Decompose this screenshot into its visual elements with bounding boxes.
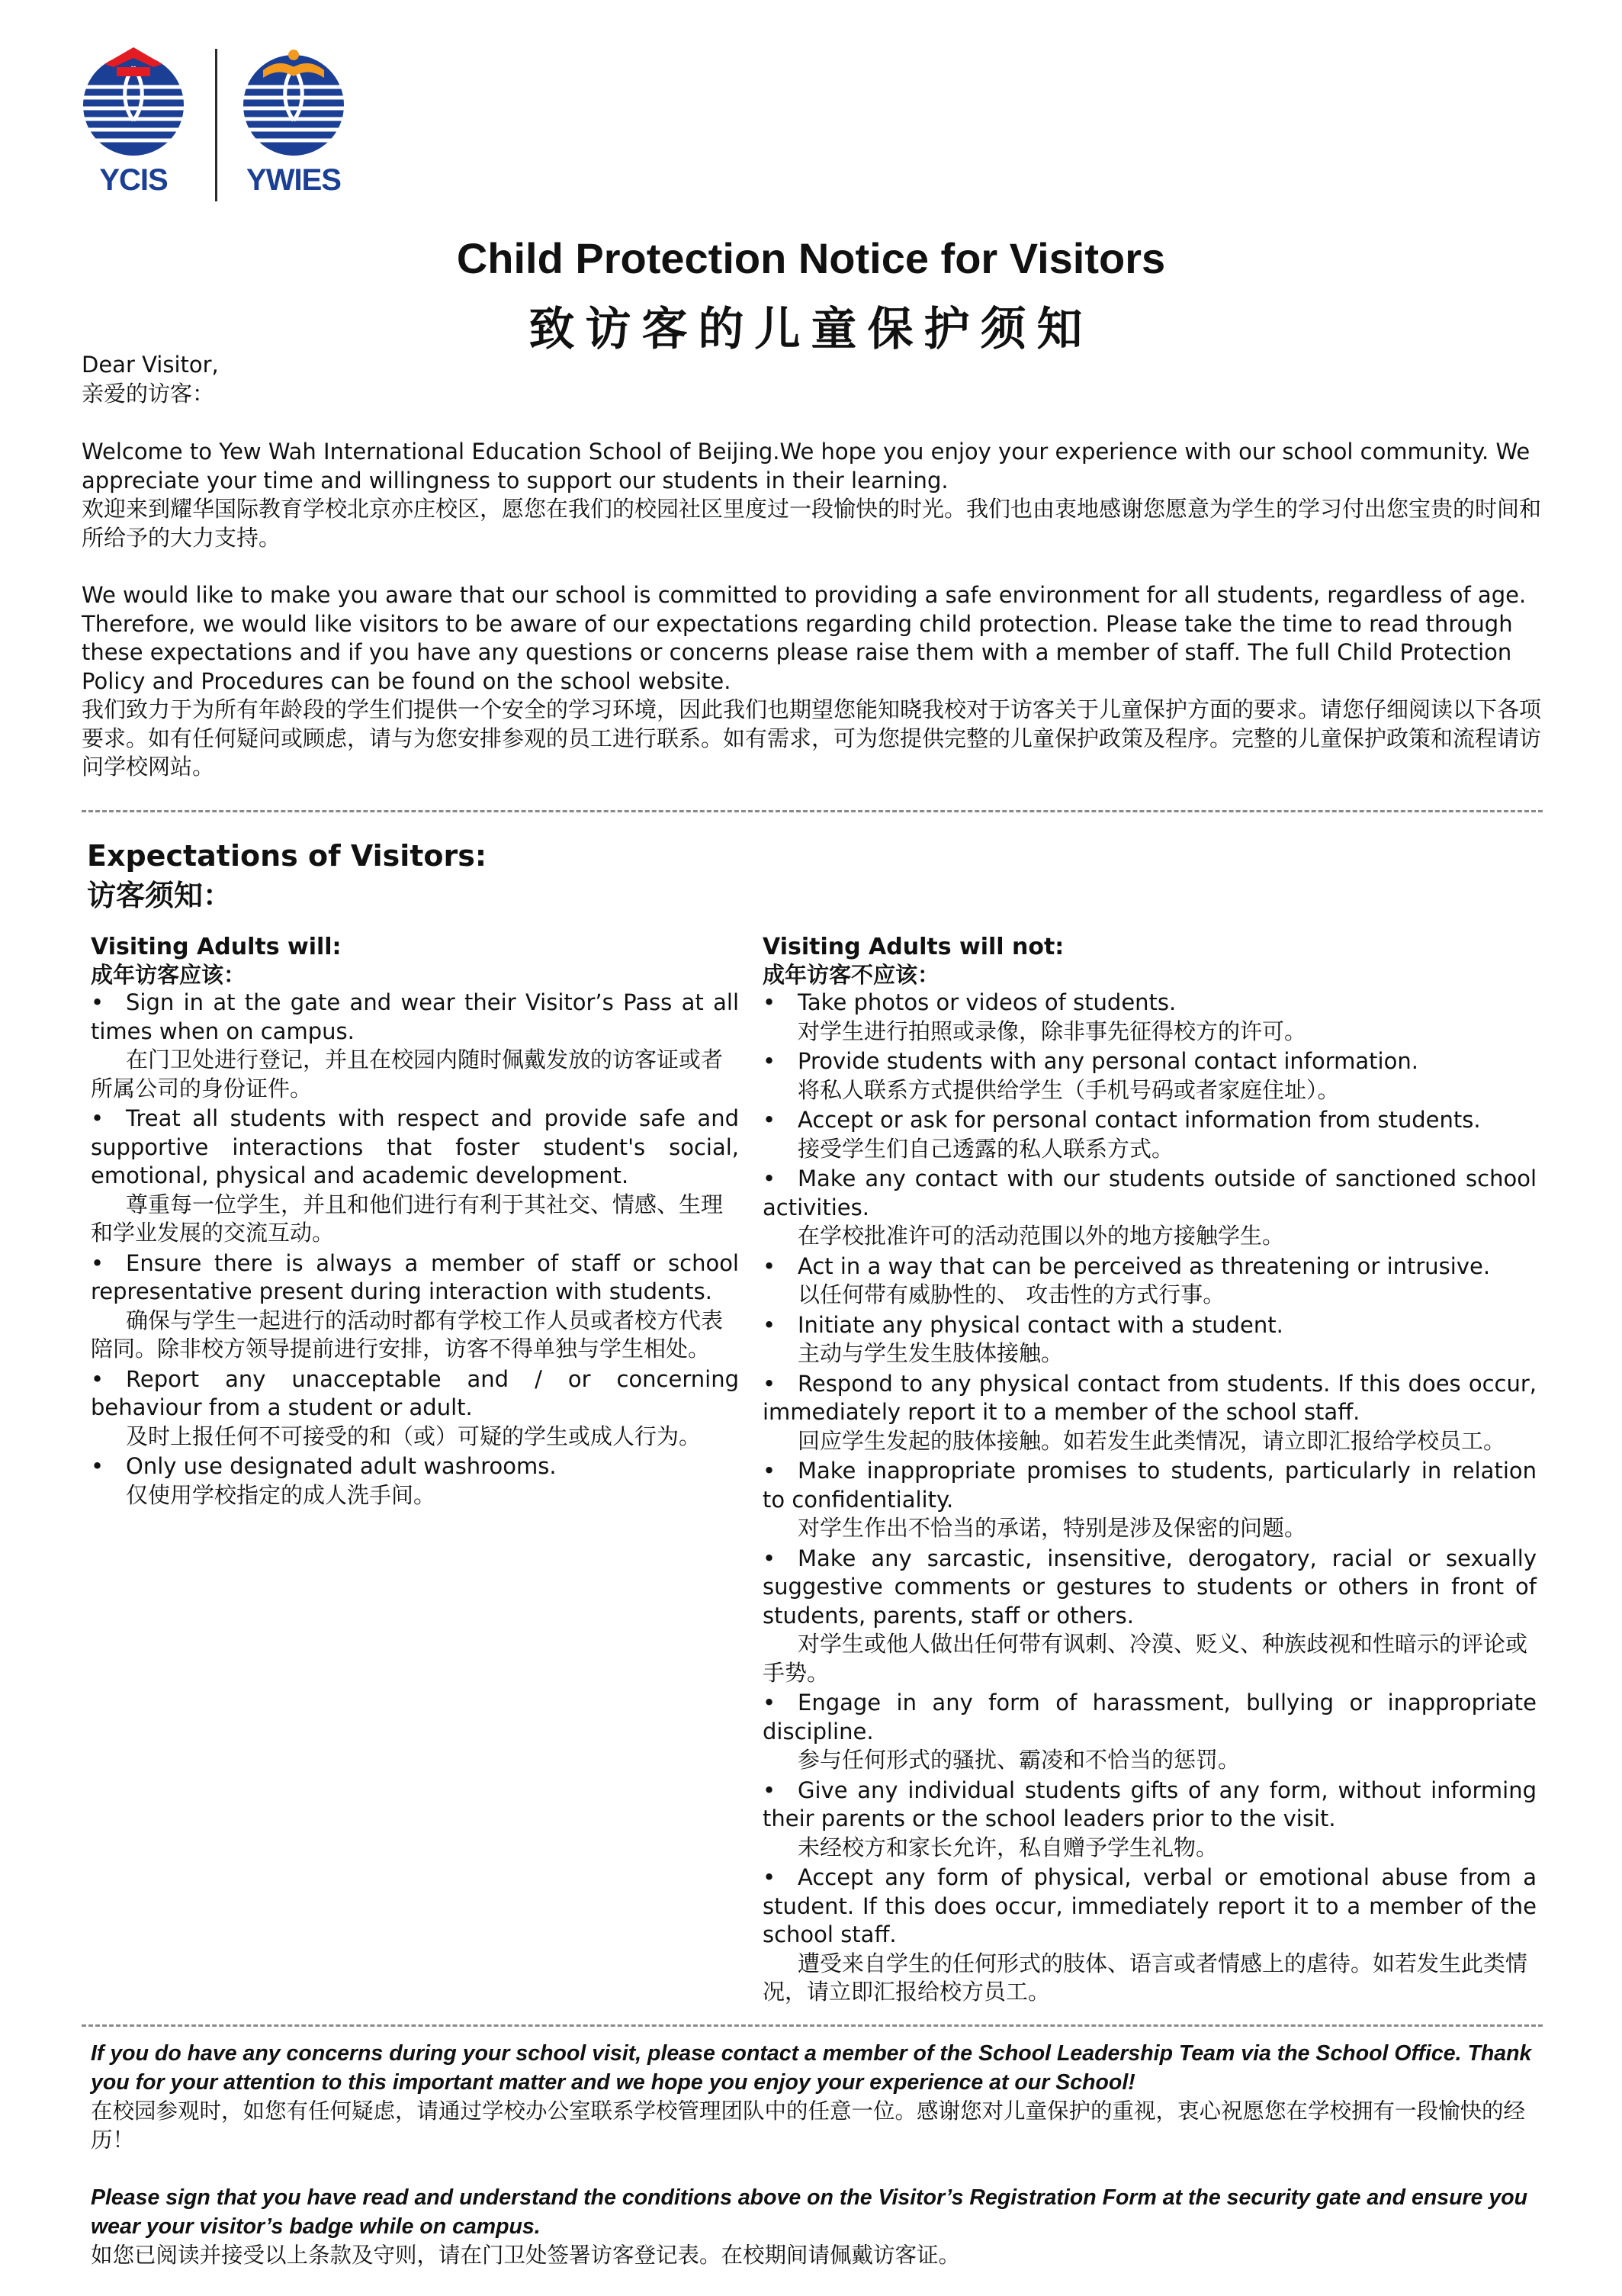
bullet-icon: • xyxy=(763,1311,776,1338)
bullet-icon: • xyxy=(91,989,104,1015)
bullet-icon: • xyxy=(763,989,776,1015)
sign-in-zh: 如您已阅读并接受以上条款及守则，请在门卫处签署访客登记表。在校期间请佩戴访客证。 xyxy=(91,2243,961,2268)
welcome-paragraph xyxy=(82,438,1543,552)
will-not-item-zh: 参与任何形式的骚扰、霸凌和不恰当的惩罚。 xyxy=(798,1747,1241,1773)
will-not-item-en: Accept any form of physical, verbal or emotional abuse from a student. If this does occur, immediately report it to a member of the school staff. xyxy=(763,1864,1537,1947)
will-not-item xyxy=(763,1457,1537,1543)
commitment-zh: 我们致力于为所有年龄段的学生们提供一个安全的学习环境，因此我们也期望您能知晓我校对于访客关于儿童保护方面的要求。请您仔细阅读以下各项要求。如有任何疑问或顾虑，请与为您安排参观的员工进行联系。如有需求，可为您提供完整的儿童保护政策及程序。完整的儿童保护政策和流程请访问学校网站。 xyxy=(82,696,1542,780)
ycis-label: YCIS xyxy=(99,163,168,197)
expectations-heading xyxy=(87,836,487,915)
visiting-adults-will-column xyxy=(91,934,739,1511)
will-not-heading-en: Visiting Adults will not: xyxy=(763,934,1065,960)
bullet-icon: • xyxy=(763,1253,776,1279)
will-not-item xyxy=(763,1311,1537,1368)
expectations-heading-en: Expectations of Visitors: xyxy=(87,839,487,873)
will-not-item-zh: 回应学生发起的肢体接触。如若发生此类情况，请立即汇报给学校员工。 xyxy=(798,1427,1506,1454)
section-divider-top xyxy=(82,810,1543,812)
will-not-item-zh: 将私人联系方式提供给学生（手机号码或者家庭住址）。 xyxy=(798,1076,1340,1103)
greeting-en: Dear Visitor, xyxy=(82,352,219,378)
will-not-item-en: Make any contact with our students outside of sanctioned school activities. xyxy=(763,1166,1537,1220)
will-not-item-zh: 对学生或他人做出任何带有讽刺、冷漠、贬义、种族歧视和性暗示的评论或手势。 xyxy=(763,1631,1528,1686)
bullet-icon: • xyxy=(91,1453,104,1479)
will-item-en: Report any unacceptable and / or concerning behaviour from a student or adult. xyxy=(91,1365,739,1420)
bullet-icon: • xyxy=(91,1365,104,1392)
greeting xyxy=(82,351,1543,408)
will-not-item xyxy=(763,1777,1537,1863)
ywies-globe-icon xyxy=(240,44,347,159)
will-not-item-en: Respond to any physical contact from students. If this does occur, immediately report it to a member of the school staff. xyxy=(763,1370,1537,1425)
will-not-item xyxy=(763,1165,1537,1251)
will-item xyxy=(91,1452,739,1510)
will-heading-en: Visiting Adults will: xyxy=(91,934,342,960)
welcome-en: Welcome to Yew Wah International Education School of Beijing.We hope you enjoy your experience with our school community. We appreciate your time and willingness to support our students in their learning. xyxy=(82,439,1530,494)
will-item-zh: 及时上报任何不可接受的和（或）可疑的学生或成人行为。 xyxy=(126,1423,702,1449)
will-not-item-zh: 主动与学生发生肢体接触。 xyxy=(798,1340,1064,1366)
will-item-zh: 尊重每一位学生，并且和他们进行有利于其社交、情感、生理和学业发展的交流互动。 xyxy=(91,1191,724,1246)
section-divider-bottom xyxy=(82,2024,1543,2027)
will-not-item-zh: 对学生作出不恰当的承诺，特别是涉及保密的问题。 xyxy=(798,1515,1307,1541)
bullet-icon: • xyxy=(763,1458,776,1484)
will-not-item xyxy=(763,1253,1537,1310)
will-item-en: Ensure there is always a member of staff or school representative present during interaction with students. xyxy=(91,1249,739,1304)
will-not-item-zh: 对学生进行拍照或录像，除非事先征得校方的许可。 xyxy=(798,1018,1307,1044)
bullet-icon: • xyxy=(763,1690,776,1716)
concerns-paragraph xyxy=(91,2040,1543,2154)
will-not-item-en: Act in a way that can be perceived as threatening or intrusive. xyxy=(798,1253,1491,1279)
bullet-icon: • xyxy=(763,1545,776,1571)
will-not-item xyxy=(763,1370,1537,1456)
ycis-logo xyxy=(76,44,191,198)
will-item-zh: 确保与学生一起进行的活动时都有学校工作人员或者校方代表陪同。除非校方领导提前进行安排，访客不得单独与学生相处。 xyxy=(91,1307,724,1362)
bullet-icon: • xyxy=(91,1105,104,1131)
bullet-icon: • xyxy=(763,1048,776,1074)
page-title-chinese: 致访客的儿童保护须知 xyxy=(528,303,1094,356)
will-item-en: Treat all students with respect and provide safe and supportive interactions that foster student's social, emotional, physical and academic development. xyxy=(91,1105,739,1188)
will-not-heading-zh: 成年访客不应该： xyxy=(763,962,940,988)
concerns-zh: 在校园参观时，如您有任何疑虑，请通过学校办公室联系学校管理团队中的任意一位。感谢您对儿童保护的重视，衷心祝愿您在学校拥有一段愉快的经历！ xyxy=(91,2098,1526,2153)
will-not-item xyxy=(763,1863,1537,2007)
will-item-en: Sign in at the gate and wear their Visitor’s Pass at all times when on campus. xyxy=(91,989,739,1044)
bullet-icon: • xyxy=(91,1249,104,1276)
will-item-zh: 仅使用学校指定的成人洗手间。 xyxy=(126,1481,436,1508)
will-not-item-en: Make inappropriate promises to students, particularly in relation to confidentiality. xyxy=(763,1458,1537,1513)
will-not-item-zh: 未经校方和家长允许，私自赠予学生礼物。 xyxy=(798,1834,1219,1860)
bullet-icon: • xyxy=(763,1107,776,1133)
bullet-icon: • xyxy=(763,1777,776,1803)
commitment-paragraph xyxy=(82,581,1543,782)
welcome-zh: 欢迎来到耀华国际教育学校北京亦庄校区，愿您在我们的校园社区里度过一段愉快的时光。我们也由衷地感谢您愿意为学生的学习付出您宝贵的时间和所给予的大力支持。 xyxy=(82,496,1542,551)
will-list xyxy=(91,989,739,1510)
will-item xyxy=(91,989,739,1103)
ycis-globe-icon xyxy=(80,44,187,159)
will-not-item-zh: 遭受来自学生的任何形式的肢体、语言或者情感上的虐待。如若发生此类情况，请立即汇报给校方员工。 xyxy=(763,1950,1528,2005)
will-item-en: Only use designated adult washrooms. xyxy=(126,1453,557,1479)
sign-in-paragraph xyxy=(91,2184,1543,2270)
will-not-item-en: Take photos or videos of students. xyxy=(798,989,1177,1015)
will-not-item-en: Engage in any form of harassment, bullying or inappropriate discipline. xyxy=(763,1690,1537,1745)
will-not-item xyxy=(763,1047,1537,1105)
will-item xyxy=(91,1105,739,1248)
will-item xyxy=(91,1365,739,1452)
will-not-item-en: Accept or ask for personal contact information from students. xyxy=(798,1107,1481,1133)
ywies-label: YWIES xyxy=(246,163,341,197)
greeting-zh: 亲爱的访客： xyxy=(82,380,215,407)
bullet-icon: • xyxy=(763,1864,776,1890)
concerns-en: If you do have any concerns during your school visit, please contact a member of the School Leadership Team via the School Office. Thank you for your attention to this important matter and we hope you enjoy your experience at our School! xyxy=(91,2041,1532,2095)
visiting-adults-will-not-column xyxy=(763,934,1537,2008)
will-item-zh: 在门卫处进行登记，并且在校园内随时佩戴发放的访客证或者所属公司的身份证件。 xyxy=(91,1047,724,1101)
bullet-icon: • xyxy=(763,1370,776,1397)
will-not-list xyxy=(763,989,1537,2007)
will-not-item xyxy=(763,1106,1537,1163)
will-not-item xyxy=(763,1689,1537,1775)
will-not-item-en: Make any sarcastic, insensitive, derogatory, racial or sexually suggestive comments or gestures to students or others in front of students, parents, staff or others. xyxy=(763,1545,1537,1629)
will-not-item xyxy=(763,989,1537,1046)
sign-in-en: Please sign that you have read and understand the conditions above on the Visitor’s Registration Form at the security gate and ensure you wear your visitor’s badge while on campus. xyxy=(91,2185,1528,2239)
will-item xyxy=(91,1249,739,1364)
school-logos xyxy=(76,44,366,204)
expectations-heading-zh: 访客须知： xyxy=(87,879,233,912)
ywies-logo xyxy=(236,44,351,198)
logo-divider xyxy=(215,49,217,201)
will-not-item-zh: 接受学生们自己透露的私人联系方式。 xyxy=(798,1135,1174,1162)
page-title: Child Protection Notice for Visitors xyxy=(456,234,1166,282)
will-not-item-en: Initiate any physical contact with a student. xyxy=(798,1311,1283,1338)
will-not-item-zh: 在学校批准许可的活动范围以外的地方接触学生。 xyxy=(798,1223,1285,1249)
commitment-en: We would like to make you aware that our school is committed to providing a safe environment for all students, regardless of age. Therefore, we would like visitors to be aware of our expectations regarding child protection. Please take the time to read through these expectations and if you have any questions or concerns please raise them with a member of staff. The full Child Protection Policy and Procedures can be found on the school website. xyxy=(82,582,1527,694)
will-not-item xyxy=(763,1545,1537,1688)
will-not-item-zh: 以任何带有威胁性的、 攻击性的方式行事。 xyxy=(798,1281,1225,1307)
will-not-item-en: Give any individual students gifts of any form, without informing their parents or the school leaders prior to the visit. xyxy=(763,1777,1537,1831)
will-heading-zh: 成年访客应该： xyxy=(91,962,246,988)
will-not-item-en: Provide students with any personal contact information. xyxy=(798,1048,1418,1074)
bullet-icon: • xyxy=(763,1166,776,1191)
